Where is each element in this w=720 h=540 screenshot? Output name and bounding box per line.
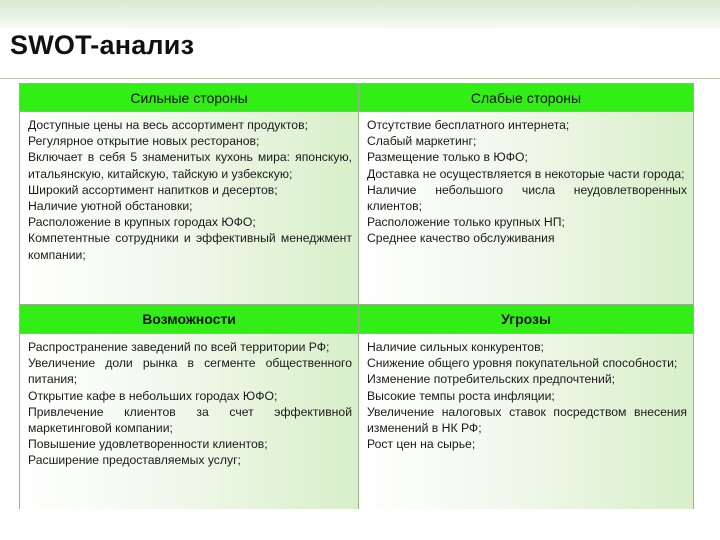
weaknesses-list — [359, 112, 693, 304]
list-item: Расширение предоставляемых услуг; — [28, 453, 241, 468]
list-item: Повышение удовлетворенности клиентов; — [28, 437, 268, 452]
list-item: Широкий ассортимент напитков и десертов; — [28, 182, 278, 197]
list-item: Рост цен на сырье; — [367, 437, 476, 452]
weaknesses-header: Слабые стороны — [359, 84, 693, 111]
list-item: Регулярное открытие новых ресторанов; — [28, 134, 260, 149]
list-item: Увеличение налоговых ставок посредством внесения изменений в НК РФ; — [367, 404, 687, 436]
list-item: Наличие уютной обстановки; — [28, 199, 193, 214]
list-item: Наличие небольшого числа неудовлетворенных клиентов; — [367, 182, 687, 214]
list-item: Привлечение клиентов за счет эффективной маркетинговой компании; — [28, 404, 352, 436]
threats-list — [359, 334, 693, 509]
list-item: Расположение только крупных НП; — [367, 215, 565, 230]
threats-header: Угрозы — [359, 305, 693, 333]
swot-table — [19, 83, 694, 509]
list-item: Открытие кафе в небольших городах ЮФО; — [28, 388, 278, 403]
opportunities-header: Возможности — [20, 305, 358, 333]
list-item: Компетентные сотрудники и эффективный менеджмент компании; — [28, 231, 352, 262]
list-item: Распространение заведений по всей территории РФ; — [28, 340, 330, 354]
list-item: Среднее качество обслуживания — [367, 231, 555, 246]
list-item: Отсутствие бесплатного интернета; — [367, 118, 570, 132]
list-item: Размещение только в ЮФО; — [367, 150, 528, 165]
top-banner — [0, 0, 720, 28]
list-item: Наличие сильных конкурентов; — [367, 340, 544, 354]
list-item: Доступные цены на весь ассортимент продуктов; — [28, 118, 308, 132]
page-title: SWOT-анализ — [10, 30, 195, 60]
title-divider — [0, 78, 720, 79]
strengths-list — [20, 112, 358, 304]
list-item: Включает в себя 5 знаменитых кухонь мира: японскую, итальянскую, китайскую, тайскую и узбекскую; — [28, 150, 352, 181]
opportunities-list — [20, 334, 358, 509]
list-item: Увеличение доли рынка в сегменте общественного питания; — [28, 356, 352, 387]
list-item: Доставка не осуществляется в некоторые части города; — [367, 166, 685, 181]
list-item: Расположение в крупных городах ЮФО; — [28, 215, 256, 230]
list-item: Слабый маркетинг; — [367, 134, 477, 149]
strengths-header: Сильные стороны — [20, 84, 358, 111]
list-item: Снижение общего уровня покупательной способности; — [367, 356, 678, 371]
list-item: Изменение потребительских предпочтений; — [367, 372, 616, 387]
list-item: Высокие темпы роста инфляции; — [367, 388, 555, 403]
